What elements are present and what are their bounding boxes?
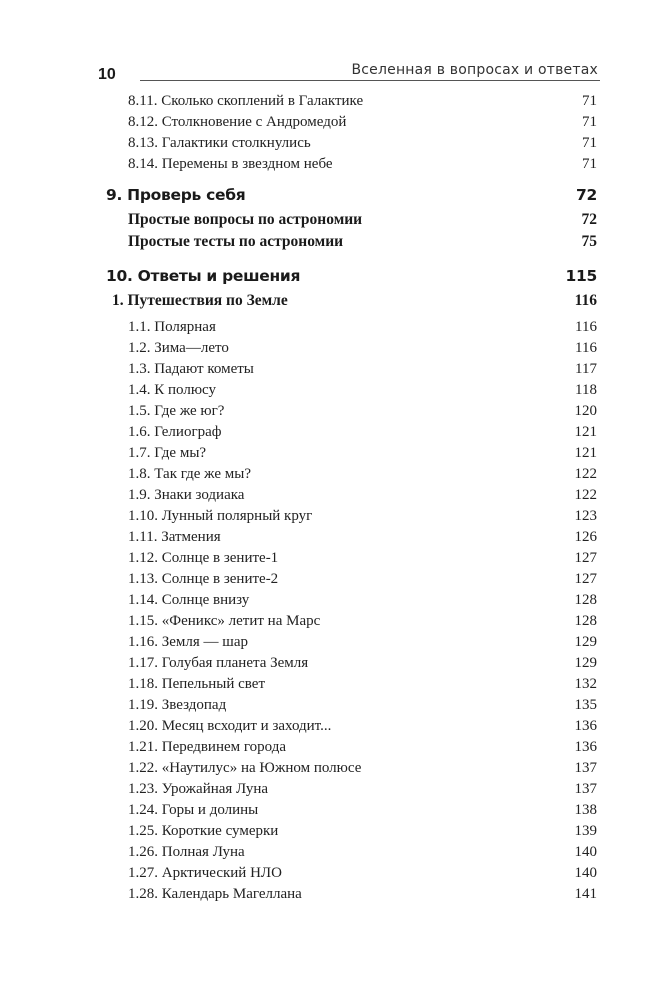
toc-entry[interactable] bbox=[0, 135, 597, 156]
toc-entry-title: 9. Проверь себя bbox=[106, 186, 246, 204]
toc-entry[interactable] bbox=[0, 886, 597, 907]
toc-entry[interactable] bbox=[0, 571, 597, 592]
toc-entry-title: Простые вопросы по астрономии bbox=[128, 211, 363, 228]
toc-entry[interactable] bbox=[0, 382, 597, 403]
toc-entry-title: 1. Путешествия по Земле bbox=[112, 292, 288, 309]
toc-entry[interactable] bbox=[0, 550, 597, 571]
toc-entry-page: 129 bbox=[574, 655, 597, 671]
toc-entry-title: 1.12. Солнце в зените-1 bbox=[128, 550, 279, 566]
toc-entry-page: 137 bbox=[574, 781, 597, 797]
toc-entry-page: 117 bbox=[575, 361, 597, 377]
toc-entry-title: 1.7. Где мы? bbox=[128, 445, 207, 461]
toc-entry-title: 1.14. Солнце внизу bbox=[128, 592, 250, 608]
toc-entry-title: 1.13. Солнце в зените-2 bbox=[128, 571, 279, 587]
toc-entry-page: 127 bbox=[574, 550, 597, 566]
toc-entry-title: 1.17. Голубая планета Земля bbox=[128, 655, 309, 671]
toc-entry-page: 136 bbox=[574, 718, 597, 734]
toc-entry-title: 1.3. Падают кометы bbox=[128, 361, 254, 377]
toc-entry-title: 1.9. Знаки зодиака bbox=[128, 487, 245, 503]
page-number: 10 bbox=[98, 66, 116, 83]
toc-entry-title: 1.28. Календарь Магеллана bbox=[128, 886, 302, 902]
toc-entry[interactable] bbox=[0, 655, 597, 676]
toc-entry[interactable] bbox=[0, 340, 597, 361]
toc-entry[interactable] bbox=[0, 823, 597, 844]
toc-entry[interactable] bbox=[0, 508, 597, 529]
toc-entry[interactable] bbox=[0, 697, 597, 718]
toc-entry[interactable] bbox=[0, 186, 597, 207]
toc-entry-title: 1.1. Полярная bbox=[128, 319, 216, 335]
toc-entry-page: 116 bbox=[575, 340, 597, 356]
toc-entry[interactable] bbox=[0, 156, 597, 177]
toc-entry-page: 122 bbox=[574, 487, 597, 503]
toc-entry-title: 1.21. Передвинем города bbox=[128, 739, 287, 755]
toc-entry-page: 121 bbox=[574, 424, 597, 440]
toc-entry-page: 138 bbox=[574, 802, 597, 818]
toc-entry-title: Простые тесты по астрономии bbox=[128, 233, 344, 250]
toc-entry[interactable] bbox=[0, 634, 597, 655]
toc-entry-page: 140 bbox=[574, 844, 597, 860]
toc-entry[interactable] bbox=[0, 93, 597, 114]
header-rule bbox=[140, 80, 600, 81]
toc-entry-page: 116 bbox=[575, 319, 597, 335]
toc-entry-title: 1.25. Короткие сумерки bbox=[128, 823, 279, 839]
toc-entry-title: 1.18. Пепельный свет bbox=[128, 676, 265, 692]
toc-entry[interactable] bbox=[0, 445, 597, 466]
toc-entry-page: 129 bbox=[574, 634, 597, 650]
toc-entry[interactable] bbox=[0, 802, 597, 823]
toc-entry-page: 72 bbox=[576, 186, 597, 204]
toc-entry-page: 71 bbox=[582, 114, 597, 130]
toc-entry-title: 1.19. Звездопад bbox=[128, 697, 227, 713]
toc-entry-page: 132 bbox=[574, 676, 597, 692]
toc-entry[interactable] bbox=[0, 292, 597, 313]
toc-entry-page: 118 bbox=[575, 382, 597, 398]
toc-entry-page: 137 bbox=[574, 760, 597, 776]
toc-entry[interactable] bbox=[0, 319, 597, 340]
toc-entry-title: 1.27. Арктический НЛО bbox=[128, 865, 282, 881]
running-title: Вселенная в вопросах и ответах bbox=[351, 62, 598, 78]
toc-entry-title: 1.5. Где же юг? bbox=[128, 403, 225, 419]
toc-entry-title: 1.15. «Феникс» летит на Марс bbox=[128, 613, 321, 629]
toc-entry-page: 116 bbox=[574, 292, 597, 309]
toc-entry-page: 71 bbox=[582, 93, 597, 109]
toc-entry-page: 71 bbox=[582, 156, 597, 172]
toc-entry-title: 10. Ответы и решения bbox=[106, 267, 301, 285]
toc-entry[interactable] bbox=[0, 466, 597, 487]
toc-entry[interactable] bbox=[0, 487, 597, 508]
toc-entry-page: 139 bbox=[574, 823, 597, 839]
toc-entry-page: 121 bbox=[574, 445, 597, 461]
toc-entry[interactable] bbox=[0, 739, 597, 760]
toc-entry-title: 1.6. Гелиограф bbox=[128, 424, 222, 440]
toc-entry-title: 1.4. К полюсу bbox=[128, 382, 216, 398]
toc-entry[interactable] bbox=[0, 424, 597, 445]
toc-entry-title: 1.8. Так где же мы? bbox=[128, 466, 251, 482]
toc-entry-page: 140 bbox=[574, 865, 597, 881]
toc-entry[interactable] bbox=[0, 592, 597, 613]
toc-entry[interactable] bbox=[0, 361, 597, 382]
toc-entry-page: 128 bbox=[574, 592, 597, 608]
toc-entry-title: 1.10. Лунный полярный круг bbox=[128, 508, 313, 524]
toc-entry[interactable] bbox=[0, 211, 597, 232]
toc-entry-page: 122 bbox=[574, 466, 597, 482]
toc-entry[interactable] bbox=[0, 865, 597, 886]
toc-entry-page: 141 bbox=[574, 886, 597, 902]
toc-entry[interactable] bbox=[0, 844, 597, 865]
toc-entry-title: 1.23. Урожайная Луна bbox=[128, 781, 269, 797]
toc-entry[interactable] bbox=[0, 781, 597, 802]
toc-entry[interactable] bbox=[0, 529, 597, 550]
toc-entry-page: 72 bbox=[581, 211, 597, 228]
toc-entry-page: 123 bbox=[574, 508, 597, 524]
toc-entry[interactable] bbox=[0, 233, 597, 254]
toc-entry-title: 8.12. Столкновение с Андромедой bbox=[128, 114, 347, 130]
toc-entry-title: 1.24. Горы и долины bbox=[128, 802, 259, 818]
toc-entry-page: 75 bbox=[581, 233, 597, 250]
toc-entry-title: 1.22. «Наутилус» на Южном полюсе bbox=[128, 760, 362, 776]
toc-entry-title: 8.13. Галактики столкнулись bbox=[128, 135, 311, 151]
toc-entry-page: 128 bbox=[574, 613, 597, 629]
toc-entry[interactable] bbox=[0, 676, 597, 697]
toc-entry[interactable] bbox=[0, 114, 597, 135]
toc-entry-page: 127 bbox=[574, 571, 597, 587]
toc-entry-title: 1.26. Полная Луна bbox=[128, 844, 245, 860]
toc-entry-title: 1.11. Затмения bbox=[128, 529, 221, 545]
toc-entry-page: 126 bbox=[574, 529, 597, 545]
toc-entry[interactable] bbox=[0, 267, 597, 288]
toc-entry-title: 8.14. Перемены в звездном небе bbox=[128, 156, 333, 172]
toc-entry[interactable] bbox=[0, 718, 597, 739]
toc-entry-page: 120 bbox=[574, 403, 597, 419]
toc-entry-page: 135 bbox=[574, 697, 597, 713]
toc-entry[interactable] bbox=[0, 403, 597, 424]
toc-entry-title: 1.20. Месяц всходит и заходит... bbox=[128, 718, 332, 734]
toc-entry[interactable] bbox=[0, 760, 597, 781]
toc-entry-page: 71 bbox=[582, 135, 597, 151]
table-of-contents bbox=[0, 93, 664, 907]
toc-entry-title: 1.2. Зима—лето bbox=[128, 340, 229, 356]
toc-entry-page: 136 bbox=[574, 739, 597, 755]
toc-entry-title: 1.16. Земля — шар bbox=[128, 634, 249, 650]
toc-entry[interactable] bbox=[0, 613, 597, 634]
toc-entry-title: 8.11. Сколько скоплений в Галактике bbox=[128, 93, 364, 109]
toc-entry-page: 115 bbox=[565, 267, 597, 285]
